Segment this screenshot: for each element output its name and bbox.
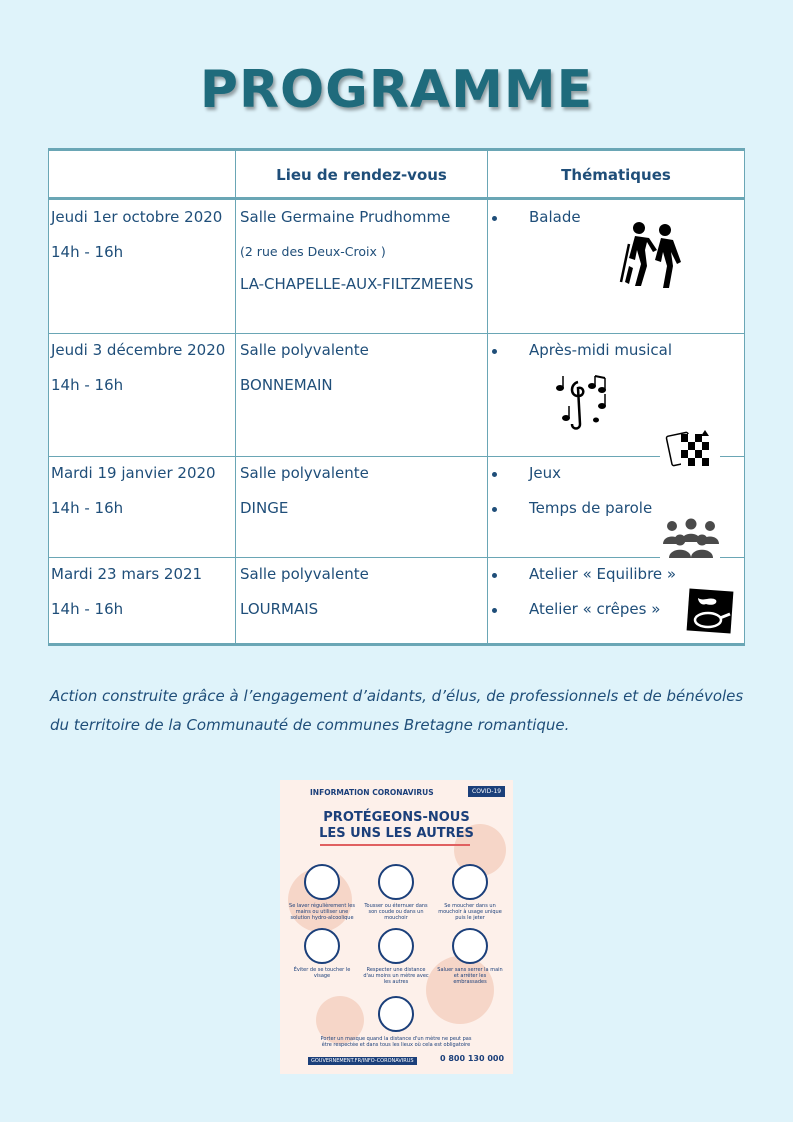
- row2-venue-town: BONNEMAIN: [240, 376, 333, 394]
- row1-date: Jeudi 1er octobre 2020: [51, 208, 223, 226]
- row2-venue-name: Salle polyvalente: [240, 341, 369, 359]
- row4-venue-town: LOURMAIS: [240, 600, 319, 618]
- poster-header: INFORMATION CORONAVIRUS: [310, 788, 434, 797]
- row1-theme-1: Balade: [529, 208, 581, 226]
- row-divider: [720, 557, 745, 558]
- row1-venue-address: (2 rue des Deux-Croix ): [240, 244, 386, 259]
- mask-icon: [378, 996, 414, 1032]
- row3-venue-town: DINGE: [240, 499, 289, 517]
- bullet: [492, 573, 497, 578]
- poster-caption-3: Se moucher dans un mouchoir à usage unique puis le jeter: [438, 903, 502, 921]
- poster-caption-7: Porter un masque quand la distance d'un mètre ne peut pas être respectée et dans tous les lieux où cela est obligatoire: [320, 1036, 472, 1048]
- no-face-touch-icon: [304, 928, 340, 964]
- walking-people-icon: [615, 220, 685, 290]
- poster-headline-2: LES UNS LES AUTRES: [319, 826, 474, 841]
- headline-underline: [320, 844, 470, 846]
- column-divider: [487, 148, 488, 646]
- page-title: PROGRAMME: [199, 60, 594, 120]
- poster-headline-1: PROTÉGEONS-NOUS: [323, 810, 470, 825]
- row2-time: 14h - 16h: [51, 376, 124, 394]
- row2-date: Jeudi 3 décembre 2020: [51, 341, 226, 359]
- poster-phone: 0 800 130 000: [440, 1054, 505, 1063]
- row3-theme-1: Jeux: [529, 464, 562, 482]
- credits-line-2: du territoire de la Communauté de communes Bretagne romantique.: [50, 716, 570, 734]
- distance-icon: [378, 928, 414, 964]
- bullet: [492, 216, 497, 221]
- poster-caption-5: Respecter une distance d'au moins un mètre avec les autres: [363, 967, 429, 985]
- bullet: [492, 349, 497, 354]
- crepe-pan-icon: [686, 588, 734, 634]
- bullet: [492, 608, 497, 613]
- row4-date: Mardi 23 mars 2021: [51, 565, 203, 583]
- poster-caption-2: Tousser ou éternuer dans son coude ou dans un mouchoir: [364, 903, 428, 921]
- row4-theme-2: Atelier « crêpes »: [529, 600, 661, 618]
- row-divider: [48, 456, 660, 457]
- header-themes: Thématiques: [561, 166, 671, 184]
- table-bottom-border: [48, 643, 745, 646]
- row3-venue-name: Salle polyvalente: [240, 464, 369, 482]
- handwash-icon: [304, 864, 340, 900]
- row-divider: [720, 456, 745, 457]
- row4-theme-1: Atelier « Equilibre »: [529, 565, 677, 583]
- row-divider: [48, 557, 660, 558]
- covid-poster: [280, 780, 513, 1074]
- row3-time: 14h - 16h: [51, 499, 124, 517]
- poster-caption-1: Se laver régulièrement les mains ou utiliser une solution hydro-alcoolique: [289, 903, 355, 921]
- playing-cards-icon: [665, 430, 713, 470]
- poster-caption-4: Éviter de se toucher le visage: [293, 967, 351, 979]
- row4-venue-name: Salle polyvalente: [240, 565, 369, 583]
- row1-venue-town: LA-CHAPELLE-AUX-FILTZMEENS: [240, 275, 474, 293]
- header-venue: Lieu de rendez-vous: [276, 166, 447, 184]
- row1-venue-name: Salle Germaine Prudhomme: [240, 208, 451, 226]
- tissue-icon: [452, 864, 488, 900]
- table-right-border: [744, 148, 745, 646]
- row3-theme-2: Temps de parole: [529, 499, 653, 517]
- poster-website: GOUVERNEMENT.FR/INFO-CORONAVIRUS: [308, 1057, 417, 1065]
- row1-time: 14h - 16h: [51, 243, 124, 261]
- row-divider: [48, 333, 745, 334]
- bullet: [492, 507, 497, 512]
- table-top-border: [48, 148, 745, 151]
- credits-line-1: Action construite grâce à l’engagement d’aidants, d’élus, de professionnels et de bénévoles: [50, 687, 744, 705]
- table-left-border: [48, 148, 49, 646]
- poster-caption-6: Saluer sans serrer la main et arrêter les embrassades: [437, 967, 503, 985]
- covid-badge: COVID-19: [468, 786, 505, 797]
- row3-date: Mardi 19 janvier 2020: [51, 464, 216, 482]
- row2-theme-1: Après-midi musical: [529, 341, 673, 359]
- column-divider: [235, 148, 236, 646]
- music-notes-icon: [552, 374, 614, 432]
- row4-time: 14h - 16h: [51, 600, 124, 618]
- cough-elbow-icon: [378, 864, 414, 900]
- program-table: [48, 148, 745, 646]
- bullet: [492, 472, 497, 477]
- no-handshake-icon: [452, 928, 488, 964]
- header-bottom-border: [48, 197, 745, 200]
- group-people-icon: [660, 518, 722, 558]
